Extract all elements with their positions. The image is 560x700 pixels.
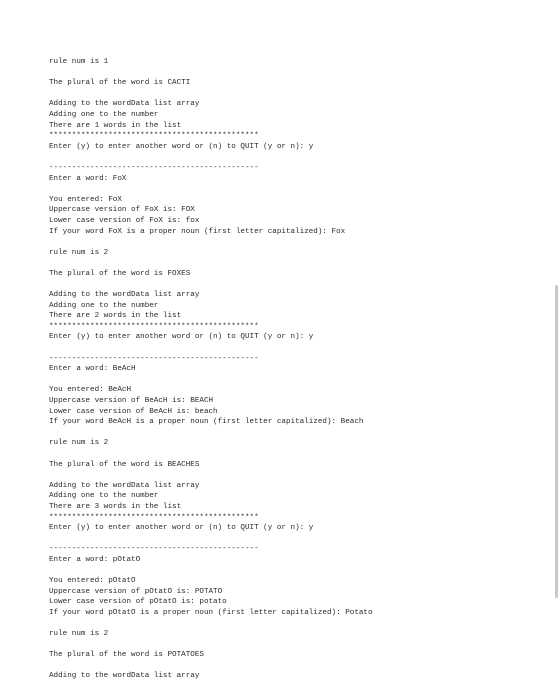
console-line: The plural of the word is FOXES bbox=[49, 269, 191, 278]
console-line: You entered: FoX bbox=[49, 195, 122, 204]
console-line: Adding one to the number bbox=[49, 110, 159, 119]
blank-line bbox=[49, 470, 539, 481]
blank-line bbox=[49, 89, 539, 100]
console-line: rule num is 2 bbox=[49, 248, 109, 257]
console-line: Lower case version of pOtatO is: potato bbox=[49, 598, 227, 607]
console-line: There are 1 words in the list bbox=[49, 121, 182, 130]
console-output bbox=[49, 57, 539, 682]
blank-line bbox=[49, 375, 539, 386]
console-line: rule num is 1 bbox=[49, 58, 109, 66]
console-line: Enter (y) to enter another word or (n) to QUIT (y or n): y bbox=[49, 333, 314, 342]
console-line: The plural of the word is BEACHES bbox=[49, 460, 200, 469]
console-line: There are 2 words in the list bbox=[49, 312, 182, 321]
console-line: You entered: BeAcH bbox=[49, 386, 132, 395]
console-line: ---------------------------------------------- bbox=[49, 163, 259, 172]
console-line: ---------------------------------------------- bbox=[49, 545, 259, 554]
blank-line bbox=[49, 661, 539, 672]
console-line: rule num is 2 bbox=[49, 630, 109, 639]
console-line: Adding to the wordData list array bbox=[49, 291, 200, 300]
console-line: ********************************************** bbox=[49, 513, 259, 522]
blank-line bbox=[49, 279, 539, 290]
blank-line bbox=[49, 152, 539, 163]
console-line: The plural of the word is CACTI bbox=[49, 79, 191, 88]
console-line: Uppercase version of FoX is: FOX bbox=[49, 206, 195, 215]
console-line: If your word BeAcH is a proper noun (first letter capitalized): Beach bbox=[49, 418, 364, 427]
console-line: Enter (y) to enter another word or (n) to QUIT (y or n): y bbox=[49, 524, 314, 533]
console-line: Adding one to the number bbox=[49, 301, 159, 310]
console-line: Uppercase version of BeAcH is: BEACH bbox=[49, 397, 214, 405]
blank-line bbox=[49, 258, 539, 269]
console-line: Lower case version of BeAcH is: beach bbox=[49, 407, 218, 416]
console-line: Enter a word: FoX bbox=[49, 174, 127, 183]
blank-line bbox=[49, 566, 539, 577]
console-line: Enter (y) to enter another word or (n) to QUIT (y or n): y bbox=[49, 142, 314, 151]
console-line: If your word FoX is a proper noun (first letter capitalized): Fox bbox=[49, 227, 346, 236]
console-line: Adding to the wordData list array bbox=[49, 672, 200, 681]
console-line: Lower case version of FoX is: fox bbox=[49, 216, 200, 225]
console-line: You entered: pOtatO bbox=[49, 577, 136, 586]
blank-line bbox=[49, 640, 539, 651]
console-line: Adding to the wordData list array bbox=[49, 100, 200, 109]
console-line: The plural of the word is POTATOES bbox=[49, 651, 204, 660]
console-line: Adding one to the number bbox=[49, 492, 159, 501]
console-line: ---------------------------------------------- bbox=[49, 354, 259, 363]
console-line: Enter a word: BeAcH bbox=[49, 365, 136, 374]
console-line: If your word pOtatO is a proper noun (first letter capitalized): Potato bbox=[49, 608, 373, 617]
blank-line bbox=[49, 184, 539, 195]
blank-line bbox=[49, 534, 539, 545]
blank-line bbox=[49, 68, 539, 79]
console-line: Uppercase version of pOtatO is: POTATO bbox=[49, 587, 223, 596]
blank-line bbox=[49, 428, 539, 439]
console-line: rule num is 2 bbox=[49, 439, 109, 448]
blank-line bbox=[49, 449, 539, 460]
console-line: ********************************************** bbox=[49, 132, 259, 141]
console-line: There are 3 words in the list bbox=[49, 502, 182, 511]
vertical-scrollbar[interactable] bbox=[555, 285, 558, 598]
blank-line bbox=[49, 237, 539, 248]
console-line: ********************************************** bbox=[49, 322, 259, 331]
console-line: Adding to the wordData list array bbox=[49, 481, 200, 490]
blank-line bbox=[49, 343, 539, 354]
blank-line bbox=[49, 618, 539, 629]
console-line: Enter a word: pOtatO bbox=[49, 555, 141, 564]
